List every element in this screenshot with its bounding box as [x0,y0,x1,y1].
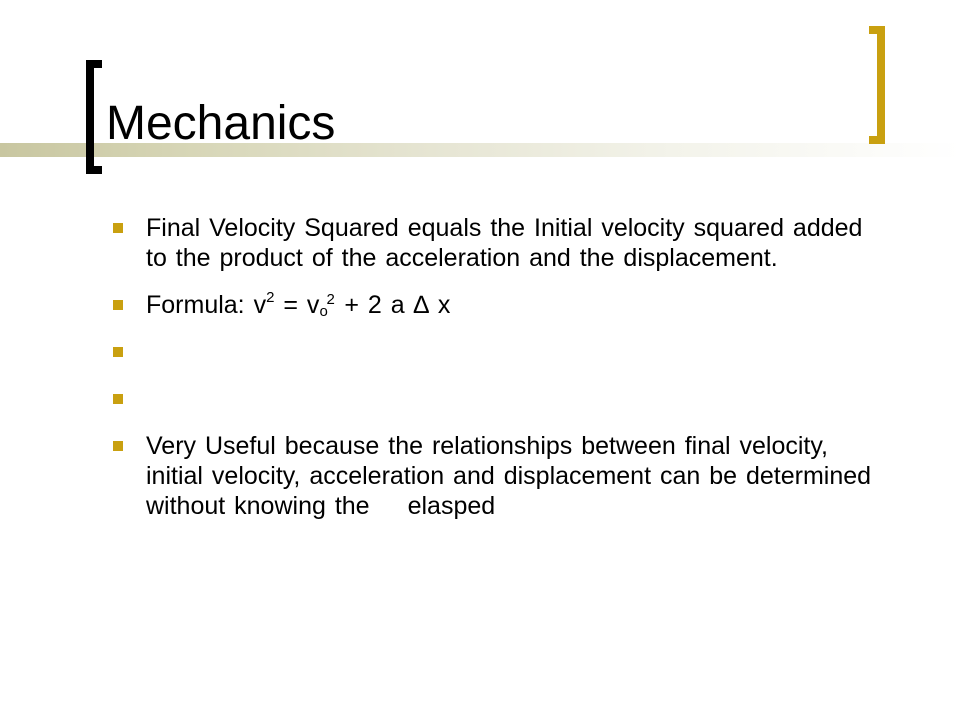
formula-exponent: 2 [266,288,275,306]
bullet-list [112,213,892,538]
formula-equals: = v [274,291,320,319]
bullet-item-empty [112,337,892,367]
formula-subscript-superscript [319,290,335,320]
square-bullet-icon [113,223,123,233]
formula-rest: + 2 a ∆ x [344,291,451,319]
bullet-text: Very Useful because the relationships between final velocity, initial velocity, acceleration and displacement can be determined without knowing the [146,432,872,520]
bullet-item [112,431,892,521]
bullet-text: Final Velocity Squared equals the Initial velocity squared added to the product of the acceleration and the displacement. [146,214,863,272]
square-bullet-icon [113,300,123,310]
bullet-item [112,213,892,273]
bullet-item-formula [112,290,892,320]
formula-exponent-2: 2 [326,291,335,308]
slide-title: Mechanics [106,97,336,150]
bullet-item-empty [112,384,892,414]
square-bullet-icon [113,394,123,404]
formula-subscript: o [319,303,328,320]
square-bullet-icon [113,441,123,451]
right-bracket-decoration [869,26,885,144]
left-bracket-decoration [86,60,102,174]
formula-prefix: Formula: v [146,291,267,319]
bullet-text-end: elasped [407,492,496,520]
square-bullet-icon [113,347,123,357]
